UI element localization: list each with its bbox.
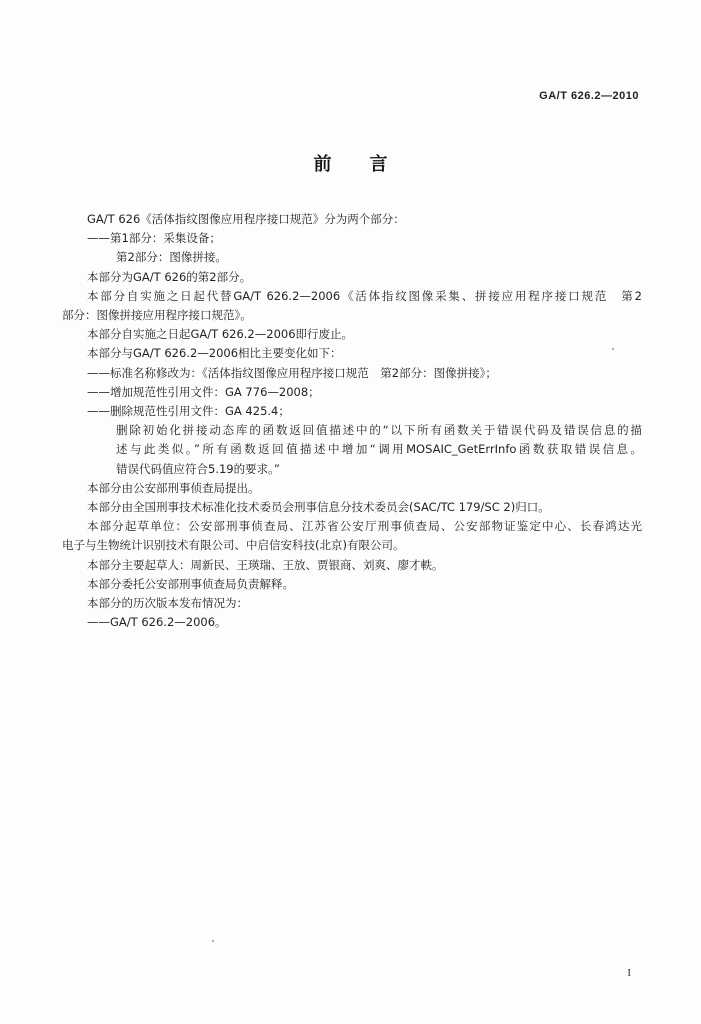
paragraph: 本部分起草单位：公安部刑事侦查局、江苏省公安厅刑事侦查局、公安部物证鉴定中心、长春鸿达光 <box>87 519 642 534</box>
paragraph: 删除初始化拼接动态库的函数返回值描述中的“以下所有函数关于错误代码及错误信息的描 <box>116 423 642 438</box>
list-item: 第2部分：图像拼接。 <box>116 250 227 265</box>
paragraph-continuation: 部分：图像拼接应用程序接口规范》。 <box>62 308 252 323</box>
page-number: I <box>627 967 631 979</box>
standard-number: GA/T 626.2—2010 <box>539 90 639 102</box>
paragraph: 本部分为GA/T 626的第2部分。 <box>87 269 252 284</box>
paragraph: 本部分主要起草人：周新民、王瑛瑞、王放、贾银商、刘爽、廖才軼。 <box>87 557 444 572</box>
body-text <box>62 210 642 632</box>
paragraph: 本部分的历次版本发布情况为： <box>87 596 248 611</box>
paragraph: 本部分自实施之日起代替GA/T 626.2—2006《活体指纹图像采集、拼接应用程序接口规范 第2 <box>87 288 642 303</box>
scan-speck <box>612 348 614 350</box>
list-item: ——标准名称修改为：《活体指纹图像应用程序接口规范 第2部分：图像拼接》； <box>87 365 497 380</box>
paragraph-continuation: 述与此类似。”所有函数返回值描述中增加“调用MOSAIC_GetErrInfo函数获取错误信息。 <box>116 442 642 457</box>
list-item: ——GA/T 626.2—2006。 <box>87 615 227 630</box>
paragraph-continuation: 电子与生物统计识别技术有限公司、中启信安科技(北京)有限公司。 <box>62 538 405 553</box>
paragraph: 本部分由公安部刑事侦查局提出。 <box>87 480 260 495</box>
paragraph: 本部分委托公安部刑事侦查局负责解释。 <box>87 576 294 591</box>
paragraph: 本部分由全国刑事技术标准化技术委员会刑事信息分技术委员会(SAC/TC 179/SC 2)归口。 <box>87 500 550 515</box>
scan-speck <box>212 940 214 942</box>
paragraph: 本部分与GA/T 626.2—2006相比主要变化如下： <box>87 346 342 361</box>
list-item: ——第1部分：采集设备； <box>87 231 221 246</box>
paragraph: GA/T 626《活体指纹图像应用程序接口规范》分为两个部分： <box>87 212 405 226</box>
list-item: ——删除规范性引用文件：GA 425.4； <box>87 404 290 419</box>
paragraph: 本部分自实施之日起GA/T 626.2—2006即行废止。 <box>87 327 354 342</box>
page-title: 前言 <box>313 154 426 175</box>
paragraph-continuation: 错误代码值应符合5.19的要求。” <box>116 461 280 476</box>
list-item: ——增加规范性引用文件：GA 776—2008； <box>87 384 320 399</box>
